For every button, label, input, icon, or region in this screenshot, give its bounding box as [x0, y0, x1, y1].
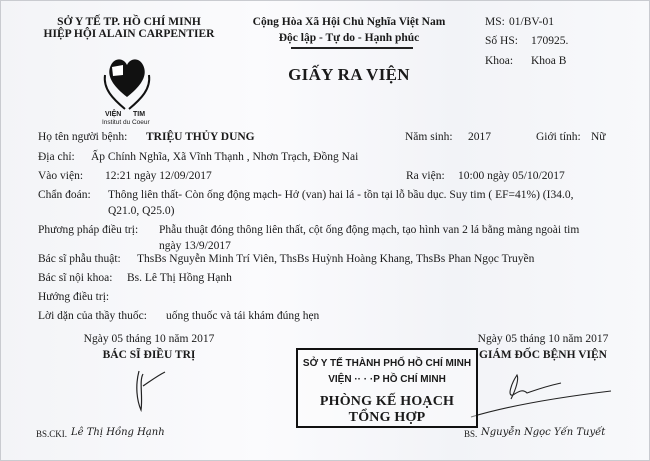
- gender-label: Giới tính:: [536, 131, 581, 143]
- logo-text-vien: VIỆN: [105, 111, 122, 118]
- internist-label: Bác sĩ nội khoa:: [38, 272, 113, 284]
- right-sign-name: Nguyễn Ngọc Yến Tuyết: [481, 427, 606, 438]
- diagnosis-label: Chẩn đoán:: [38, 189, 91, 201]
- dept-name: SỞ Y TẾ TP. HỒ CHÍ MINH: [57, 16, 201, 28]
- internist-value: Bs. Lê Thị Hồng Hạnh: [127, 272, 232, 284]
- logo-subtitle: Institut du Coeur: [102, 119, 150, 126]
- treatment-line-1: Phẫu thuật đóng thông liên thất, cột ống động mạch, tạo hình van 2 lá bằng màng ngoài tim: [159, 224, 580, 236]
- form-code-value: 01/BV-01: [509, 16, 554, 28]
- left-sign-title: BÁC SĨ ĐIỀU TRỊ: [102, 349, 196, 361]
- surgeon-value: ThsBs Nguyễn Minh Trí Viên, ThsBs Huỳnh Hoàng Khang, ThsBs Phan Ngọc Truyền: [137, 253, 535, 265]
- treatment-label: Phương pháp điều trị:: [38, 224, 139, 236]
- diagnosis-line-2: Q21.0, Q25.0): [108, 205, 175, 217]
- motto-underline: [291, 47, 413, 49]
- country-name: Cộng Hòa Xã Hội Chủ Nghĩa Việt Nam: [252, 16, 446, 28]
- motto: Độc lập - Tự do - Hạnh phúc: [278, 32, 420, 44]
- department-label: Khoa:: [485, 55, 514, 67]
- stamp-line-1: SỞ Y TẾ THÀNH PHỐ HỒ CHÍ MINH: [302, 358, 472, 369]
- left-sign-prefix: BS.CKI.: [36, 429, 68, 439]
- treatment-line-2: ngày 13/9/2017: [159, 240, 231, 252]
- left-sign-date: Ngày 05 tháng 10 năm 2017: [83, 333, 215, 345]
- department-value: Khoa B: [531, 55, 567, 67]
- logo-text-tim: TIM: [133, 111, 146, 118]
- birth-year-label: Năm sinh:: [405, 131, 453, 143]
- patient-name-value: TRIỆU THỦY DUNG: [146, 131, 255, 143]
- right-sign-date: Ngày 05 tháng 10 năm 2017: [477, 333, 609, 345]
- stamp-line-2: VIỆN ·· · ·P HỒ CHÍ MINH: [328, 374, 446, 385]
- gender-value: Nữ: [591, 131, 606, 143]
- right-signature-icon: [471, 369, 611, 419]
- treatment-direction-label: Hướng điều trị:: [38, 291, 110, 303]
- record-number-value: 170925.: [531, 35, 569, 47]
- right-sign-prefix: BS.: [464, 429, 478, 439]
- admission-value: 12:21 ngày 12/09/2017: [105, 170, 212, 182]
- address-value: Ấp Chính Nghĩa, Xã Vĩnh Thạnh , Nhơn Trạch, Đồng Nai: [91, 151, 359, 163]
- form-code-label: MS:: [485, 16, 505, 28]
- doctor-advice-label: Lời dặn của thầy thuốc:: [38, 310, 147, 322]
- heart-logo-icon: [99, 53, 155, 111]
- birth-year-value: 2017: [468, 131, 491, 143]
- doctor-advice-value: uống thuốc và tái khám đúng hẹn: [166, 310, 320, 322]
- address-label: Địa chỉ:: [38, 151, 75, 163]
- right-sign-title: GIÁM ĐỐC BỆNH VIỆN: [479, 349, 607, 361]
- record-number-label: Số HS:: [485, 35, 518, 47]
- department-stamp: [296, 348, 478, 428]
- page-title: GIẤY RA VIỆN: [288, 65, 410, 84]
- left-sign-name: Lê Thị Hồng Hạnh: [71, 427, 165, 438]
- stamp-line-3: PHÒNG KẾ HOẠCH TỔNG HỢP: [319, 394, 455, 425]
- patient-name-label: Họ tên người bệnh:: [38, 131, 128, 143]
- admission-label: Vào viện:: [38, 170, 84, 182]
- org-name: HIỆP HỘI ALAIN CARPENTIER: [43, 28, 215, 40]
- discharge-value: 10:00 ngày 05/10/2017: [458, 170, 565, 182]
- left-signature-icon: [131, 366, 171, 416]
- discharge-label: Ra viện:: [406, 170, 445, 182]
- diagnosis-line-1: Thông liên thất- Còn ống động mạch- Hở (van) hai lá - tồn tại lỗ bầu dục. Suy tim ( EF=41%) (I34.0,: [108, 189, 574, 201]
- surgeon-label: Bác sĩ phẫu thuật:: [38, 253, 121, 265]
